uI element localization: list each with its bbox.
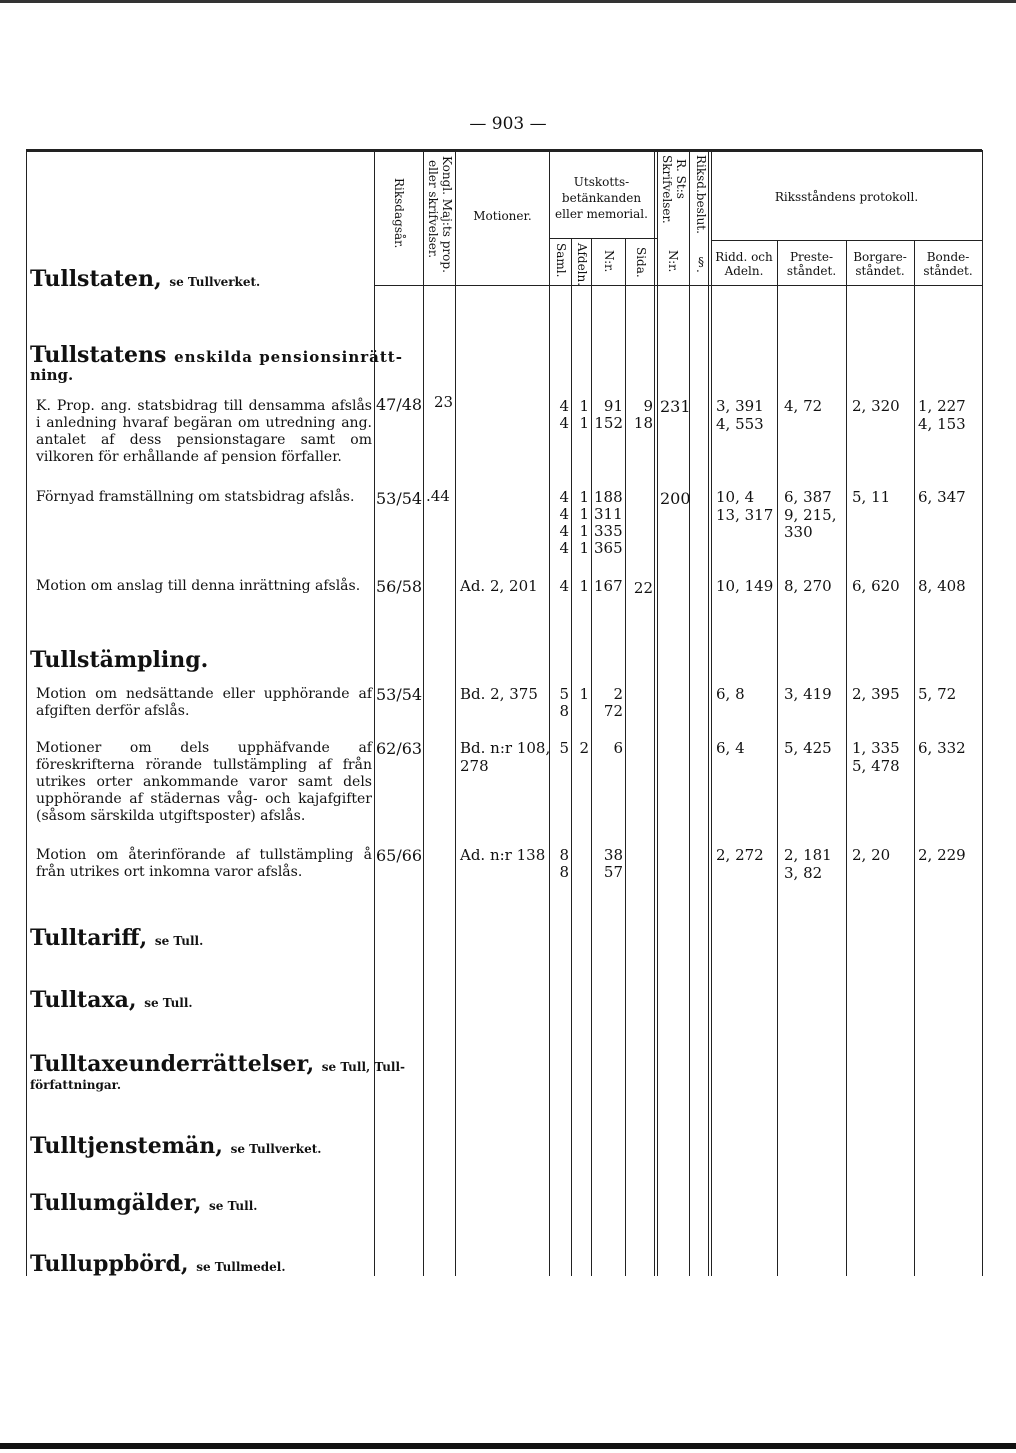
header-prest-1: Preste- <box>789 250 834 264</box>
section-tulltaxeunder-ref2: författningar. <box>30 1078 122 1092</box>
header-borg-2: ståndet. <box>855 264 905 278</box>
entry-saml: 5 <box>559 739 569 757</box>
entry-borg: 6, 620 <box>852 577 900 595</box>
entry-nr: 311 <box>594 505 623 523</box>
col-rule-nr <box>625 238 626 1276</box>
col-rule-prop <box>455 150 456 1276</box>
entry-nr: 152 <box>594 414 623 432</box>
entry-afd: 1 <box>579 414 589 432</box>
header-utskott-3: eller memorial. <box>555 207 648 221</box>
header-paragraf: §. <box>694 255 708 273</box>
entry-ridd: 13, 317 <box>716 506 774 524</box>
entry-bonde: 1, 227 <box>918 397 966 415</box>
section-tullstampling <box>30 648 208 672</box>
entry-prest: 3, 82 <box>784 864 823 882</box>
entry-ridd: 6, 4 <box>716 739 745 757</box>
header-ridd-1: Ridd. och <box>715 250 773 264</box>
entry-year: 56/58 <box>376 577 423 596</box>
header-ridd-2: Adeln. <box>724 264 764 278</box>
entry-prop: 23 <box>434 393 454 411</box>
col-rule-saml <box>571 238 572 1276</box>
entry-ridd: 4, 553 <box>716 415 764 433</box>
entry-nr: 365 <box>594 539 623 557</box>
col-rule-desc <box>374 150 375 1276</box>
entry-borg: 1, 335 <box>852 739 900 757</box>
section-tullumgalder <box>30 1191 257 1218</box>
entry-prest: 4, 72 <box>784 397 823 415</box>
header-riksdagsar: Riksdagsår. <box>392 178 406 249</box>
header-utskott-2: betänkanden <box>561 191 642 205</box>
col-rule-paragraf-double <box>711 150 712 1276</box>
entry-nr: 57 <box>603 863 623 881</box>
col-rule-year <box>423 150 424 1276</box>
entry-year: 53/54 <box>376 685 423 704</box>
entry-sida: 9 <box>643 397 653 415</box>
entry-saml: 8 <box>559 702 569 720</box>
entry-bonde: 5, 72 <box>918 685 957 703</box>
col-rule-rst <box>689 150 690 1276</box>
entry-motion: Bd. 2, 375 <box>460 685 538 703</box>
entry-sida: 18 <box>633 414 653 432</box>
entry-sida: 22 <box>633 579 653 597</box>
entry-afd: 1 <box>579 522 589 540</box>
section-ref: se Tull. <box>144 996 193 1010</box>
entry-ridd: 6, 8 <box>716 685 745 703</box>
col-rule-afd <box>591 238 592 1276</box>
entry-year: 62/63 <box>376 739 423 758</box>
header-borg-1: Borgare- <box>853 250 907 264</box>
header-bonde-1: Bonde- <box>926 250 970 264</box>
entry-nr: 6 <box>613 739 623 757</box>
section-tulltjenst <box>30 1134 321 1161</box>
header-afdeln: Afdeln. <box>575 243 589 287</box>
left-border <box>26 150 27 1276</box>
header-motioner: Motioner. <box>473 209 532 223</box>
header-bottom-rule <box>375 285 982 286</box>
col-rule-paragraf <box>708 150 709 1276</box>
entry-rst: 231 <box>660 397 691 416</box>
entry-description: Motion om nedsättande eller upphörande af afgiften derför afslås. <box>36 686 372 719</box>
col-rule-ridd <box>777 240 778 1276</box>
section-tulltaxeunder <box>30 1052 405 1079</box>
header-protokoll: Riksståndens protokoll. <box>774 190 919 204</box>
entry-prest: 9, 215, <box>784 506 837 524</box>
entry-saml: 4 <box>559 397 569 415</box>
header-rsts-1: R. St:s <box>674 159 688 199</box>
entry-afd: 1 <box>579 685 589 703</box>
table-top-rule <box>26 149 982 152</box>
entry-prest: 8, 270 <box>784 577 832 595</box>
top-edge <box>0 0 1016 3</box>
entry-borg: 5, 478 <box>852 757 900 775</box>
header-bonde-2: ståndet. <box>923 264 973 278</box>
col-rule-prest <box>846 240 847 1276</box>
entry-afd: 1 <box>579 488 589 506</box>
entry-saml: 4 <box>559 505 569 523</box>
entry-description: Motion om anslag till denna inrättning afslås. <box>36 578 361 594</box>
header-kongl-2: eller skrifvelser. <box>426 160 440 259</box>
entry-prest: 3, 419 <box>784 685 832 703</box>
entry-ridd: 10, 4 <box>716 488 755 506</box>
entry-afd: 2 <box>579 739 589 757</box>
entry-nr: 335 <box>594 522 623 540</box>
entry-nr: 167 <box>594 577 623 595</box>
section-ref: se Tull. <box>154 934 204 948</box>
entry-borg: 5, 11 <box>852 488 891 506</box>
entry-bonde: 4, 153 <box>918 415 966 433</box>
section-ref: se Tullverket. <box>230 1142 322 1156</box>
entry-saml: 4 <box>559 539 569 557</box>
header-kongl-1: Kongl. Maj:ts prop. <box>440 156 454 273</box>
section-title: Tullstämpling. <box>30 647 209 673</box>
entry-motion: Ad. n:r 138 <box>460 846 546 864</box>
entry-nr: 188 <box>594 488 623 506</box>
entry-prest: 2, 181 <box>784 846 832 864</box>
header-riksd-beslut: Riksd.beslut. <box>694 155 708 234</box>
entry-year: 65/66 <box>376 846 423 865</box>
header-saml: Saml. <box>554 243 568 278</box>
entry-rst: 200 <box>660 489 691 508</box>
entry-prest: 330 <box>784 523 813 541</box>
section-ref: se Tull, Tull- <box>321 1060 406 1074</box>
entry-saml: 8 <box>559 846 569 864</box>
entry-ridd: 2, 272 <box>716 846 764 864</box>
entry-nr: 2 <box>613 685 623 703</box>
section-pension <box>30 343 403 369</box>
header-nr: N:r. <box>602 250 616 273</box>
section-tulluppbord <box>30 1252 286 1279</box>
right-border <box>982 150 983 1276</box>
entry-motion-cont: 278 <box>460 757 489 775</box>
entry-bonde: 2, 229 <box>918 846 966 864</box>
entry-nr: 91 <box>603 397 623 415</box>
entry-saml: 5 <box>559 685 569 703</box>
section-title-rest: enskilda pensionsinrätt- <box>174 348 403 366</box>
header-rsts-nr: N:r. <box>666 250 680 273</box>
entry-motion: Ad. 2, 201 <box>460 577 538 595</box>
entry-borg: 2, 395 <box>852 685 900 703</box>
entry-description: Motion om återinförande af tullstämpling å från utrikes ort inkomna varor afslås. <box>36 847 372 880</box>
entry-year: 53/54 <box>376 489 423 508</box>
entry-motion: Bd. n:r 108, <box>460 739 551 757</box>
section-title: Tulluppbörd, <box>30 1251 189 1277</box>
section-title: Tulltjenstemän, <box>30 1133 223 1159</box>
entry-description: K. Prop. ang. statsbidrag till densamma afslås i anledning hvaraf begäran om utredning ang. antalet af dess pensionstagare samt om vilkoren för erhållande af pension förfaller. <box>36 398 372 465</box>
section-title: Tullumgälder, <box>30 1190 202 1216</box>
section-ref: se Tullverket. <box>169 275 261 289</box>
entry-saml: 4 <box>559 414 569 432</box>
entry-saml: 4 <box>559 577 569 595</box>
entry-saml: 4 <box>559 522 569 540</box>
col-rule-sida <box>654 150 655 1276</box>
section-tulltariff <box>30 926 203 953</box>
entry-saml: 8 <box>559 863 569 881</box>
entry-ridd: 3, 391 <box>716 397 764 415</box>
page-number: — 903 — <box>469 114 547 134</box>
header-prest-2: ståndet. <box>786 264 837 278</box>
entry-ridd: 10, 149 <box>716 577 774 595</box>
header-utskott-1: Utskotts- <box>573 175 630 189</box>
entry-nr: 72 <box>603 702 623 720</box>
entry-afd: 1 <box>579 397 589 415</box>
entry-description: Förnyad framställning om statsbidrag afslås. <box>36 489 355 505</box>
section-title: Tulltariff, <box>30 925 148 951</box>
section-tulltaxa <box>30 988 193 1015</box>
section-title: Tulltaxa, <box>30 987 137 1013</box>
entry-prop: .44 <box>426 487 450 505</box>
entry-prest: 6, 387 <box>784 488 832 506</box>
entry-bonde: 6, 347 <box>918 488 966 506</box>
entry-borg: 2, 320 <box>852 397 900 415</box>
entry-bonde: 6, 332 <box>918 739 966 757</box>
utskott-sub-rule <box>549 238 657 239</box>
bottom-edge <box>0 1443 1016 1449</box>
col-rule-borg <box>914 240 915 1276</box>
entry-afd: 1 <box>579 577 589 595</box>
entry-afd: 1 <box>579 539 589 557</box>
entry-year: 47/48 <box>376 395 423 414</box>
entry-borg: 2, 20 <box>852 846 891 864</box>
entry-afd: 1 <box>579 505 589 523</box>
entry-prest: 5, 425 <box>784 739 832 757</box>
entry-bonde: 8, 408 <box>918 577 966 595</box>
section-tullstaten <box>30 267 260 294</box>
entry-nr: 38 <box>603 846 623 864</box>
section-ref: se Tull. <box>209 1199 258 1213</box>
section-title-rest: ning. <box>30 366 74 384</box>
section-title: Tullstaten, <box>30 266 162 292</box>
entry-saml: 4 <box>559 488 569 506</box>
header-rsts-2: Skrifvelser. <box>660 155 674 224</box>
section-pension-line2 <box>30 361 73 387</box>
section-ref: se Tullmedel. <box>196 1260 286 1274</box>
entry-description: Motioner om dels upphäfvande af föreskrifterna rörande tullstämpling af från utrikes orter ankommande varor samt dels upphörande af städernas våg- och kajafgifter (såsom särskilda utgiftsposter) afslås. <box>36 740 372 824</box>
header-sida: Sida. <box>634 247 648 278</box>
section-title: Tullstatens <box>30 342 167 368</box>
col-rule-sida-double <box>657 150 658 1276</box>
section-title: Tulltaxeunderrättelser, <box>30 1051 315 1077</box>
